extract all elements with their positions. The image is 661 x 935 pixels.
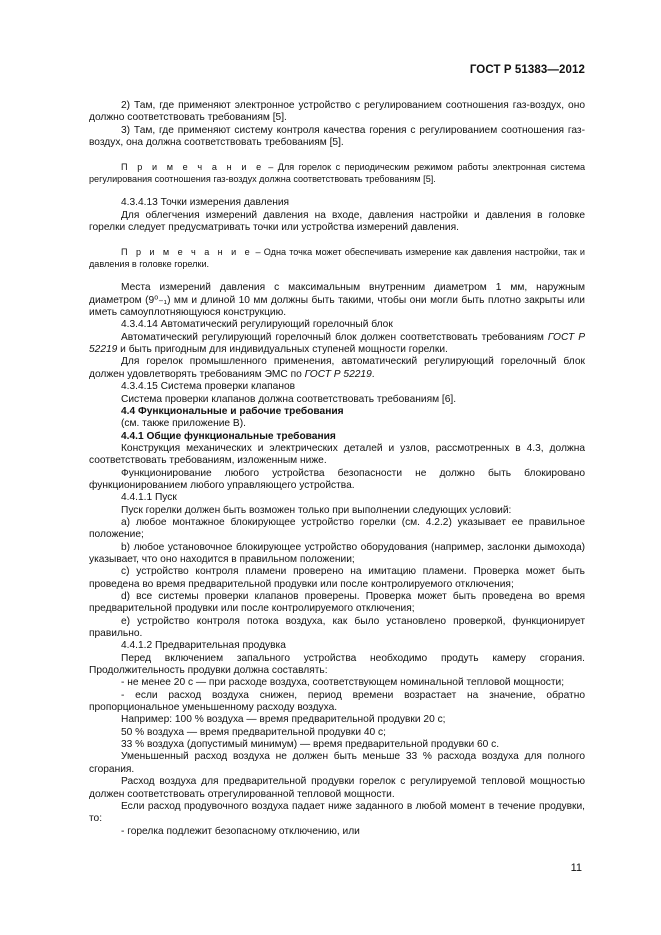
- paragraph: Перед включением запального устройства необходимо продуть камеру сгорания. Продолжительность продувки должна составлять:: [89, 652, 585, 677]
- list-item: а) любое монтажное блокирующее устройство горелки (см. 4.2.2) указывает ее правильное положение;: [89, 516, 585, 541]
- paragraph: 2) Там, где применяют электронное устройство с регулированием соотношения газ-воздух, оно должно соответствовать требованиям [5].: [89, 100, 585, 124]
- paragraph: Например: 100 % воздуха — время предварительной продувки 20 с;: [121, 714, 446, 726]
- note-label: П р и м е ч а н и е: [121, 162, 264, 173]
- standard-header: ГОСТ Р 51383—2012: [469, 64, 585, 76]
- paragraph: Если расход продувочного воздуха падает ниже заданного в любой момент в течение продувки, то:: [89, 800, 585, 825]
- note: [89, 161, 585, 185]
- list-item: b) любое установочное блокирующее устройство оборудования (например, заслонки дымохода) указывает, что оно находится в правильном положении;: [89, 541, 585, 565]
- list-item: с) устройство контроля пламени проверено на имитацию пламени. Проверка может быть проведена во время предварительной продувки или после контролируемого отключения;: [89, 566, 585, 590]
- text-run: Для горелок промышленного применения, автоматический регулирующий горелочный блок должен удовлетворять требованиям ЭМС по: [89, 356, 585, 380]
- paragraph: 33 % воздуха (допустимый минимум) — время предварительной продувки 60 с.: [121, 739, 500, 751]
- note-label: П р и м е ч а н и е: [121, 247, 253, 258]
- standard-reference: ГОСТ Р 52219: [89, 331, 585, 356]
- standard-reference: ГОСТ Р 52219: [304, 368, 372, 380]
- section-heading: 4.4 Функциональные и рабочие требования: [121, 405, 344, 417]
- list-item: - не менее 20 с — при расходе воздуха, соответствующем номинальной тепловой мощности;: [121, 677, 565, 689]
- section-heading: 4.4.1.1 Пуск: [121, 492, 177, 504]
- page-number: 11: [570, 862, 582, 874]
- section-heading: 4.4.1.2 Предварительная продувка: [121, 640, 286, 652]
- note: [89, 246, 585, 270]
- paragraph: Уменьшенный расход воздуха не должен быть меньше 33 % расхода воздуха для полного сгорания.: [89, 751, 585, 775]
- text-run: .: [371, 368, 375, 380]
- paragraph: Расход воздуха для предварительной продувки горелок с регулируемой тепловой мощностью должен соответствовать отрегулированной тепловой мощности.: [89, 776, 585, 800]
- text-run: и быть пригодным для индивидуальных ступеней мощности горелки.: [117, 344, 448, 356]
- list-item: е) устройство контроля потока воздуха, как было установлено проверкой, функционирует правильно.: [89, 615, 585, 640]
- paragraph: [89, 356, 585, 381]
- paragraph: 3) Там, где применяют систему контроля качества горения с регулированием соотношения газ-воздух, она должна соответствовать требованиям [5].: [89, 124, 585, 149]
- section-heading: 4.3.4.13 Точки измерения давления: [121, 197, 290, 209]
- paragraph: 50 % воздуха — время предварительной продувки 40 с;: [121, 726, 386, 738]
- list-item: - горелка подлежит безопасному отключению, или: [121, 825, 360, 837]
- note-text: – Для горелок с периодическим режимом работы электронная система регулирования соотношения газ-воздух должна соответствовать требованиям [5].: [89, 162, 586, 185]
- paragraph: Система проверки клапанов должна соответствовать требованиям [6].: [121, 393, 457, 405]
- document-body: [89, 100, 585, 838]
- paragraph: [89, 332, 585, 357]
- text-run: Автоматический регулирующий горелочный блок должен соответствовать требованиям: [121, 331, 548, 343]
- section-heading: 4.3.4.15 Система проверки клапанов: [121, 381, 296, 393]
- paragraph: Для облегчения измерений давления на входе, давления настройки и давления в головке горелки следует предусматривать точки или устройства измерений давления.: [89, 209, 585, 234]
- paragraph: Пуск горелки должен быть возможен только при выполнении следующих условий:: [121, 504, 512, 516]
- paragraph: Функционирование любого устройства безопасности не должно быть блокировано функционированием любого управляющего устройства.: [89, 467, 585, 491]
- section-heading: 4.4.1 Общие функциональные требования: [121, 430, 336, 442]
- paragraph: Места измерений давления с максимальным внутренним диаметром 1 мм, наружным диаметром (9⁰₋₁) мм и длиной 10 мм должны быть такими, чтобы они могли быть плотно закрыты или иметь самоуплотняющуюся конструкцию.: [89, 282, 585, 319]
- note-text: – Одна точка может обеспечивать измерение как давления настройки, так и давления в головке горелки.: [89, 247, 586, 270]
- paragraph: (см. также приложение В).: [121, 418, 246, 430]
- list-item: - если расход воздуха снижен, период времени возрастает на значение, обратно пропорциональное уменьшенному расходу воздуха.: [89, 689, 585, 714]
- section-heading: 4.3.4.14 Автоматический регулирующий горелочный блок: [121, 319, 393, 331]
- paragraph: Конструкция механических и электрических деталей и узлов, рассмотренных в 4.3, должна соответствовать требованиям, изложенным ниже.: [89, 442, 585, 467]
- list-item: d) все системы проверки клапанов проверены. Проверка может быть проведена во время предварительной продувки или после контролируемого отключения;: [89, 591, 585, 615]
